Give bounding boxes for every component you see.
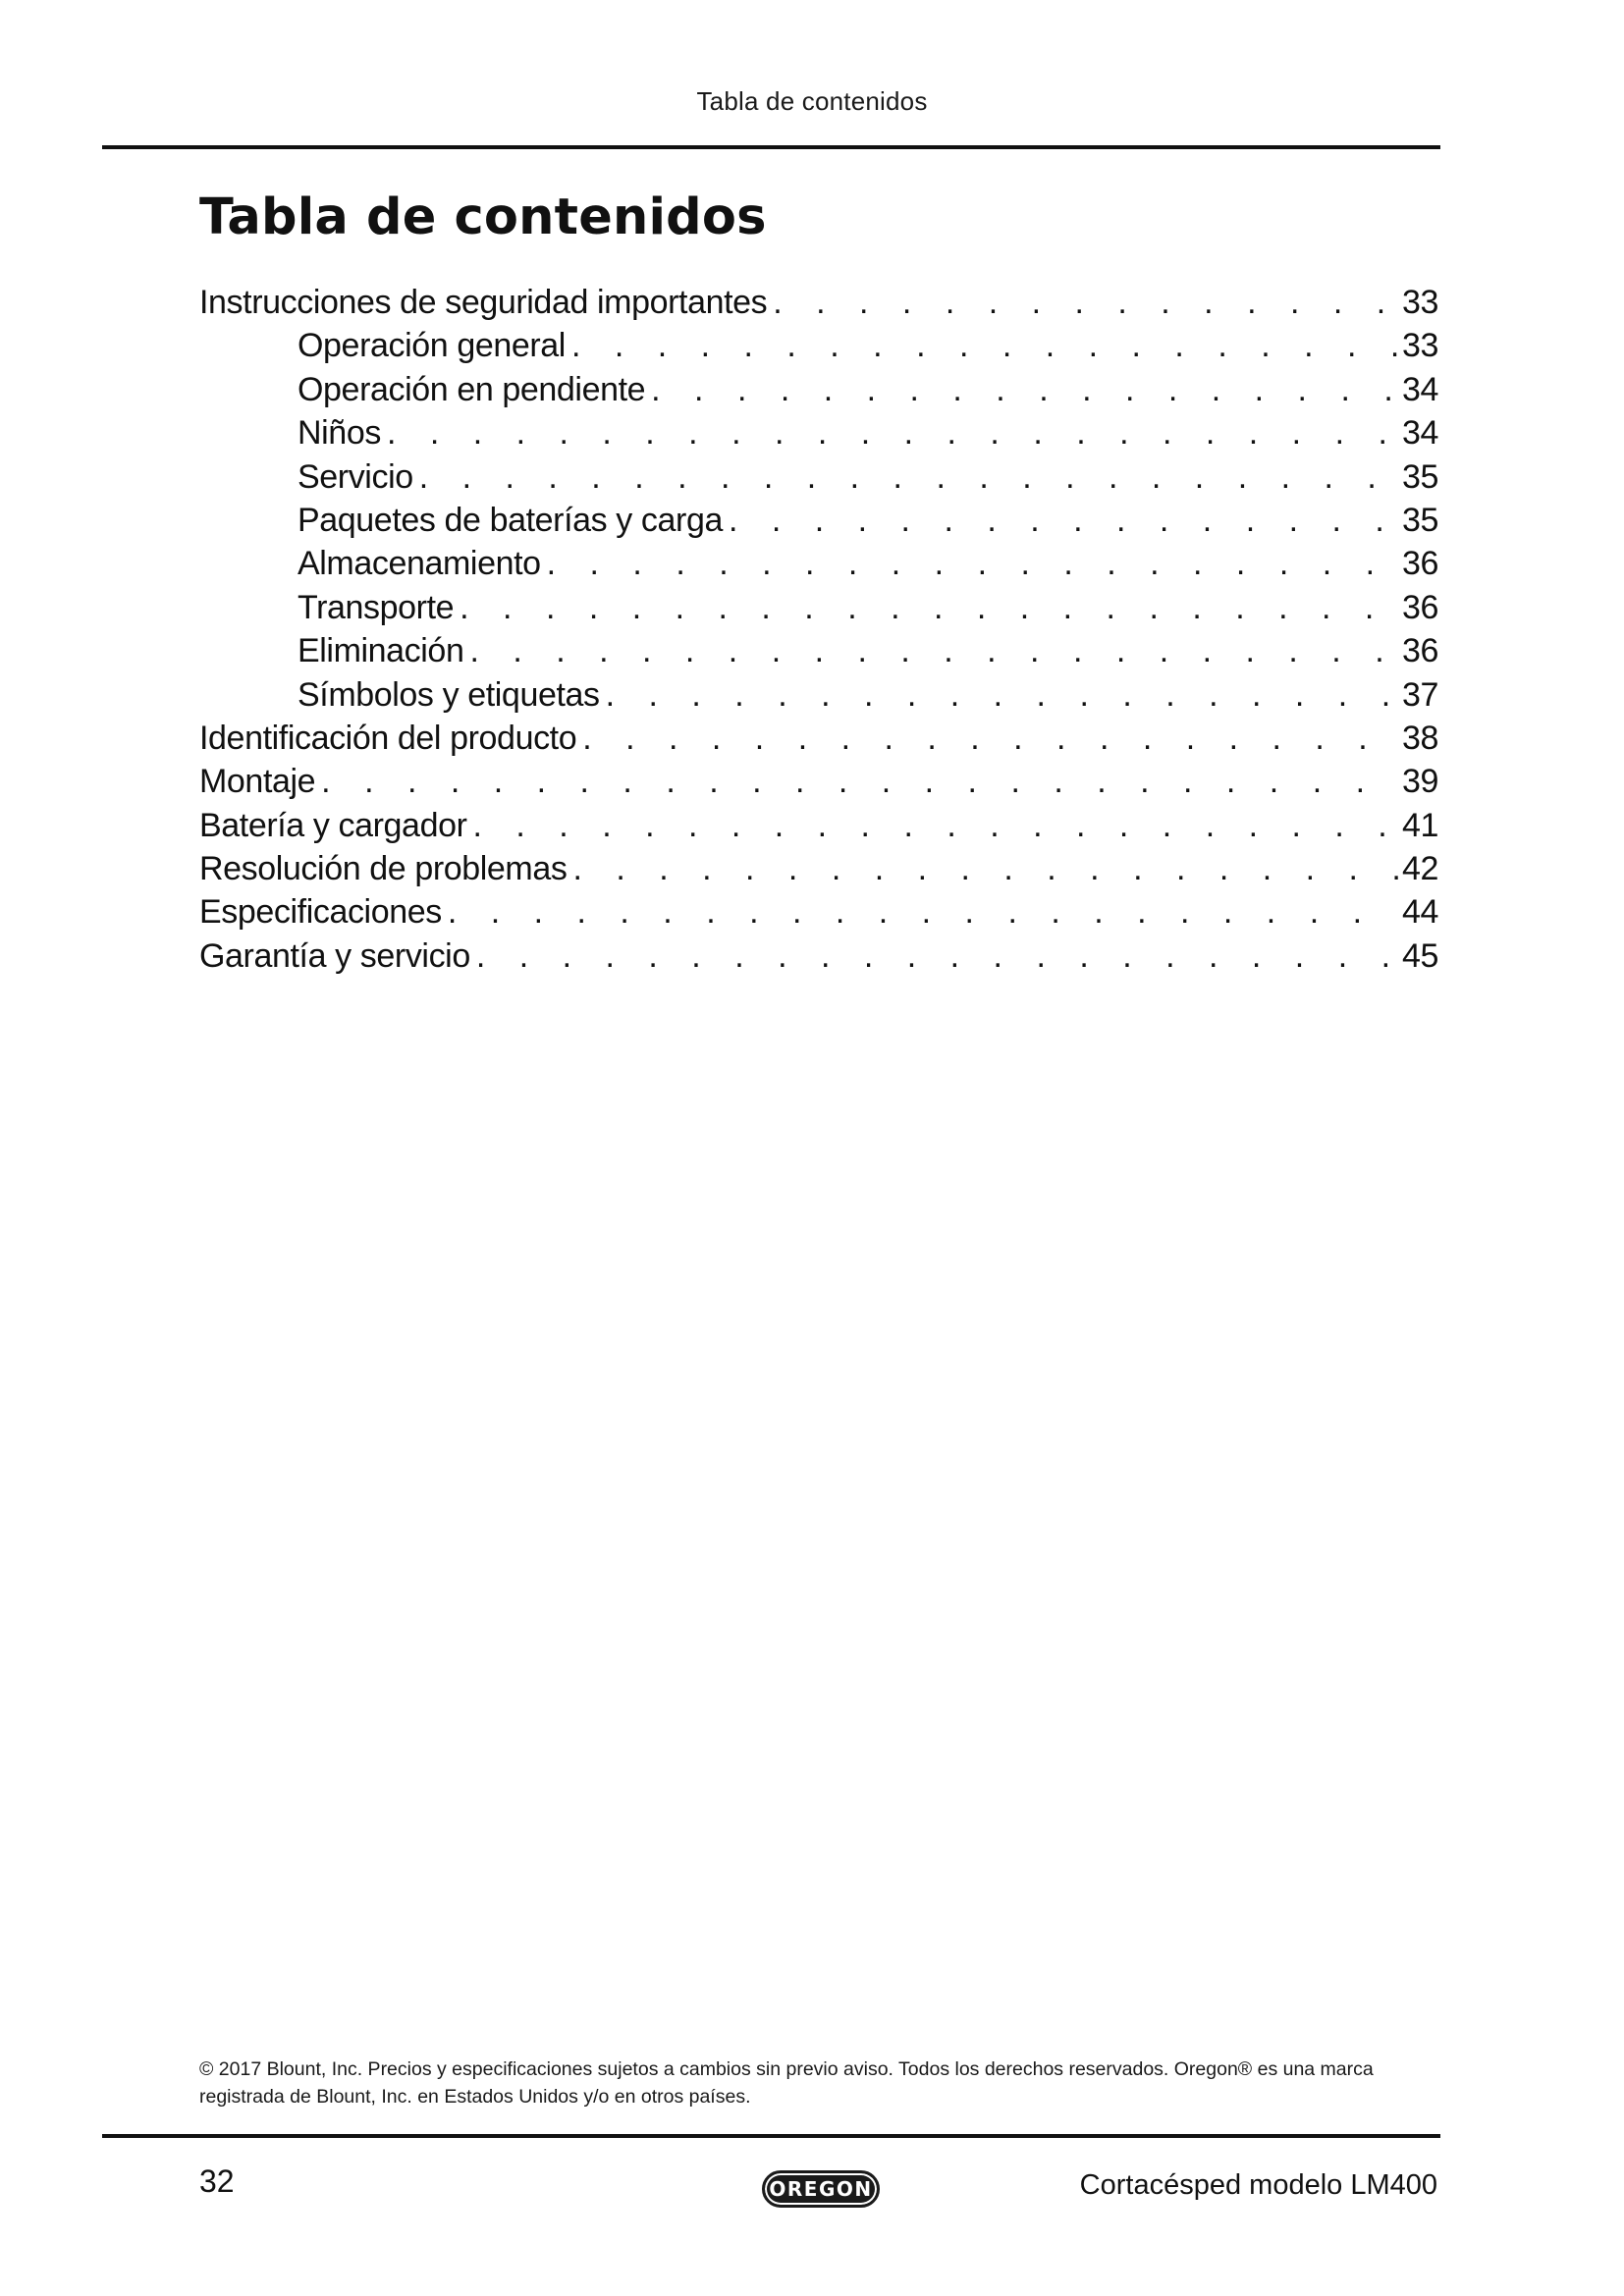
toc-subentry[interactable] [199,542,1438,585]
toc-dot-leader [473,804,1398,847]
model-name: Cortacésped modelo LM400 [1079,2169,1437,2201]
toc-entry-page: 33 [1401,327,1438,365]
header-rule [102,145,1440,149]
toc-dot-leader [321,760,1398,803]
toc-entry-label: Instrucciones de seguridad importantes [199,284,768,321]
toc-subentry[interactable] [199,411,1438,454]
toc-entry-label: Paquetes de baterías y carga [298,501,723,539]
toc-entry-page: 36 [1401,632,1438,670]
toc-dot-leader [606,673,1398,717]
toc-dot-leader [773,281,1398,324]
running-header: Tabla de contenidos [696,86,928,116]
toc-subentry[interactable] [199,499,1438,542]
toc-entry[interactable] [199,804,1438,847]
toc-entry-page: 39 [1401,763,1438,801]
toc-subentry[interactable] [199,455,1438,499]
toc-entry-page: 33 [1401,284,1438,321]
toc-entry-label: Operación general [298,327,566,365]
toc-dot-leader [651,368,1398,411]
toc-entry-label: Resolución de problemas [199,850,568,888]
oregon-logo [762,2170,880,2208]
toc-dot-leader [448,890,1398,934]
toc-subentry[interactable] [199,324,1438,367]
toc-dot-leader [460,586,1398,629]
toc-entry[interactable] [199,934,1438,978]
toc-entry[interactable] [199,847,1438,890]
toc-entry-label: Montaje [199,763,316,801]
toc-dot-leader [387,411,1398,454]
toc-dot-leader [572,847,1398,890]
page-number: 32 [199,2163,235,2199]
toc-entry-page: 36 [1401,588,1438,626]
toc-dot-leader [476,934,1398,978]
toc-entry-label: Especificaciones [199,893,442,932]
toc-entry[interactable] [199,717,1438,760]
toc-entry-page: 37 [1401,675,1438,714]
page-title: Tabla de contenidos [199,188,767,246]
toc-entry[interactable] [199,760,1438,803]
toc-subentry[interactable] [199,368,1438,411]
footer-rule [102,2134,1440,2138]
toc-dot-leader [419,455,1398,499]
toc-entry-label: Operación en pendiente [298,370,646,408]
toc-dot-leader [582,717,1398,760]
toc-entry-label: Identificación del producto [199,719,577,757]
legal-notice: © 2017 Blount, Inc. Precios y especificaciones sujetos a cambios sin previo aviso. Todos los derechos reservados. Oregon® es una marca registrada de Blount, Inc. en Estados Unidos y/o en otros países. [199,2058,1374,2108]
toc-entry-page: 35 [1401,457,1438,496]
toc-subentry[interactable] [199,586,1438,629]
toc-entry-page: 35 [1401,501,1438,539]
toc-dot-leader [547,542,1398,585]
toc-dot-leader [729,499,1398,542]
table-of-contents [199,281,1438,978]
toc-entry-label: Transporte [298,588,455,626]
toc-entry-label: Almacenamiento [298,545,541,583]
toc-entry-page: 34 [1401,414,1438,453]
toc-entry[interactable] [199,890,1438,934]
toc-entry-page: 34 [1401,370,1438,408]
toc-entry-page: 36 [1401,545,1438,583]
toc-dot-leader [571,324,1398,367]
toc-dot-leader [469,629,1398,672]
toc-entry-page: 45 [1401,936,1438,975]
oregon-logo-text: OREGON [769,2177,873,2201]
toc-entry-label: Eliminación [298,632,464,670]
toc-subentry[interactable] [199,629,1438,672]
toc-entry[interactable] [199,281,1438,324]
toc-entry-label: Símbolos y etiquetas [298,675,600,714]
toc-entry-page: 42 [1401,850,1438,888]
toc-entry-page: 41 [1401,806,1438,844]
toc-entry-label: Garantía y servicio [199,936,470,975]
toc-subentry[interactable] [199,673,1438,717]
toc-entry-label: Niños [298,414,381,453]
toc-entry-label: Batería y cargador [199,806,467,844]
toc-entry-label: Servicio [298,457,413,496]
toc-entry-page: 44 [1401,893,1438,932]
toc-entry-page: 38 [1401,719,1438,757]
